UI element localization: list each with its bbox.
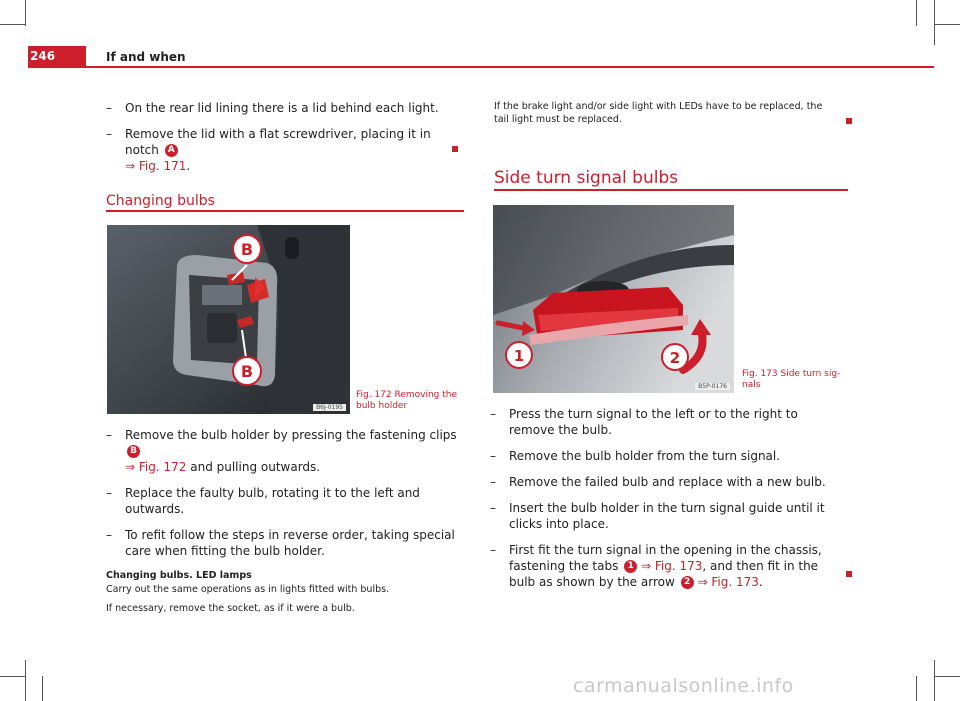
fig-173-link[interactable]: Fig. 173 [711,575,759,589]
callout-b-bottom: B [240,362,254,381]
left-steps-top [106,100,458,184]
step-text: Remove the failed bulb and replace with a new bulb. [509,475,826,489]
led-heading: Changing bulbs. LED lamps [106,570,252,581]
step-text-end: . [758,575,763,589]
callout-1: 1 [513,347,525,365]
fig-171-link[interactable]: Fig. 171 [138,159,187,173]
section-title-side-turn-signal: Side turn signal bulbs [494,168,679,188]
fig-ref-arrow-icon: ⇒ [125,159,136,173]
figure-code: B5P-0176 [695,383,730,390]
end-mark [452,146,458,152]
step-text: First fit the turn signal in the opening in the chassis, fastening the tabs [509,543,822,573]
figure-code: B6J-0195 [313,404,346,411]
figure-173-caption [742,369,840,391]
label-a-badge: A [165,144,178,157]
fig-172-link[interactable]: Fig. 172 [138,460,187,474]
fig-ref-arrow-icon: ⇒ [641,559,652,573]
caption-line: bulb holder [356,401,408,411]
crop-mark [0,676,26,677]
figure-173-image [493,205,734,393]
step-text: Remove the lid with a flat screwdriver, placing it in notch [125,127,431,157]
crop-mark [934,660,935,701]
step-item: – On the rear lid lining there is a lid behind each light. [106,101,439,115]
step-text: Insert the bulb holder in the turn signal guide until it clicks into place. [509,501,825,531]
crop-mark [934,24,960,25]
step-item: – Replace the faulty bulb, rotating it to the left and outwards. [106,486,420,516]
label-1-badge: 1 [624,560,637,573]
caption-line: Fig. 172 Removing the [356,390,458,400]
step-text: Remove the bulb holder by pressing the fastening clips [125,428,457,442]
led-paragraph: If necessary, remove the socket, as if it were a bulb. [106,603,355,614]
step-item: – Insert the bulb holder in the turn signal guide until it clicks into place. [490,501,825,531]
crop-mark [916,0,917,26]
page-number: 246 [30,49,56,63]
intro-paragraph: If the brake light and/or side light with LEDs have to be replaced, the tail light must be replaced. [494,101,823,125]
end-mark [846,571,852,577]
right-steps [490,406,844,600]
figure-172-image [107,225,350,414]
step-text: Press the turn signal to the left or to the right to remove the bulb. [509,407,798,437]
step-item: – Remove the bulb holder by pressing the fastening clips B ⇒ Fig. 172 and pulling outwards. [106,428,457,474]
crop-mark [934,0,935,45]
step-item: – To refit follow the steps in reverse order, taking special care when fitting the bulb holder. [106,528,455,558]
left-steps-bottom [106,427,458,615]
step-text: On the rear lid lining there is a lid behind each light. [125,101,439,115]
led-paragraph: Carry out the same operations as in lights fitted with bulbs. [106,584,390,595]
step-item: – Remove the failed bulb and replace with a new bulb. [490,475,826,489]
header-rule [28,66,934,68]
fig-173-link[interactable]: Fig. 173 [654,559,703,573]
end-mark [846,118,852,124]
section-rule [494,189,848,191]
step-item: – First fit the turn signal in the opening in the chassis, fastening the tabs 1 ⇒ Fig. 173, and then fit in the bulb as shown by the arrow 2 ⇒ Fig. 173. [490,543,822,589]
step-text: , and then fit in the bulb as shown by the arrow [509,559,819,589]
step-text: Remove the bulb holder from the turn signal. [509,449,781,463]
watermark: carmanualsonline.info [573,675,794,697]
fig-ref-arrow-icon: ⇒ [125,460,136,474]
caption-line: nals [742,380,761,390]
section-rule [106,210,464,212]
step-text: To refit follow the steps in reverse order, taking special care when fitting the bulb holder. [125,528,455,558]
step-item: – Remove the lid with a flat screwdriver, placing it in notch A ⇒ Fig. 171. [106,127,431,173]
step-text-end: and pulling outwards. [190,460,321,474]
figure-172-caption [356,390,457,412]
step-item: – Press the turn signal to the left or to the right to remove the bulb. [490,407,798,437]
crop-mark [0,24,26,25]
callout-2: 2 [669,349,681,367]
label-2-badge: 2 [681,576,694,589]
header-title: If and when [106,50,186,64]
crop-mark [42,676,43,701]
step-text: Replace the faulty bulb, rotating it to the left and outwards. [125,486,420,516]
crop-mark [916,676,917,701]
section-title-changing-bulbs: Changing bulbs [106,193,215,209]
caption-line: Fig. 173 Side turn sig- [742,369,841,379]
fig-ref-arrow-icon: ⇒ [697,575,708,589]
callout-b-top: B [240,240,254,259]
step-item: – Remove the bulb holder from the turn signal. [490,449,781,463]
crop-mark [25,0,26,26]
crop-mark [25,660,26,701]
crop-mark [934,676,960,677]
label-b-badge: B [127,445,140,458]
step-text-end: . [186,159,191,173]
